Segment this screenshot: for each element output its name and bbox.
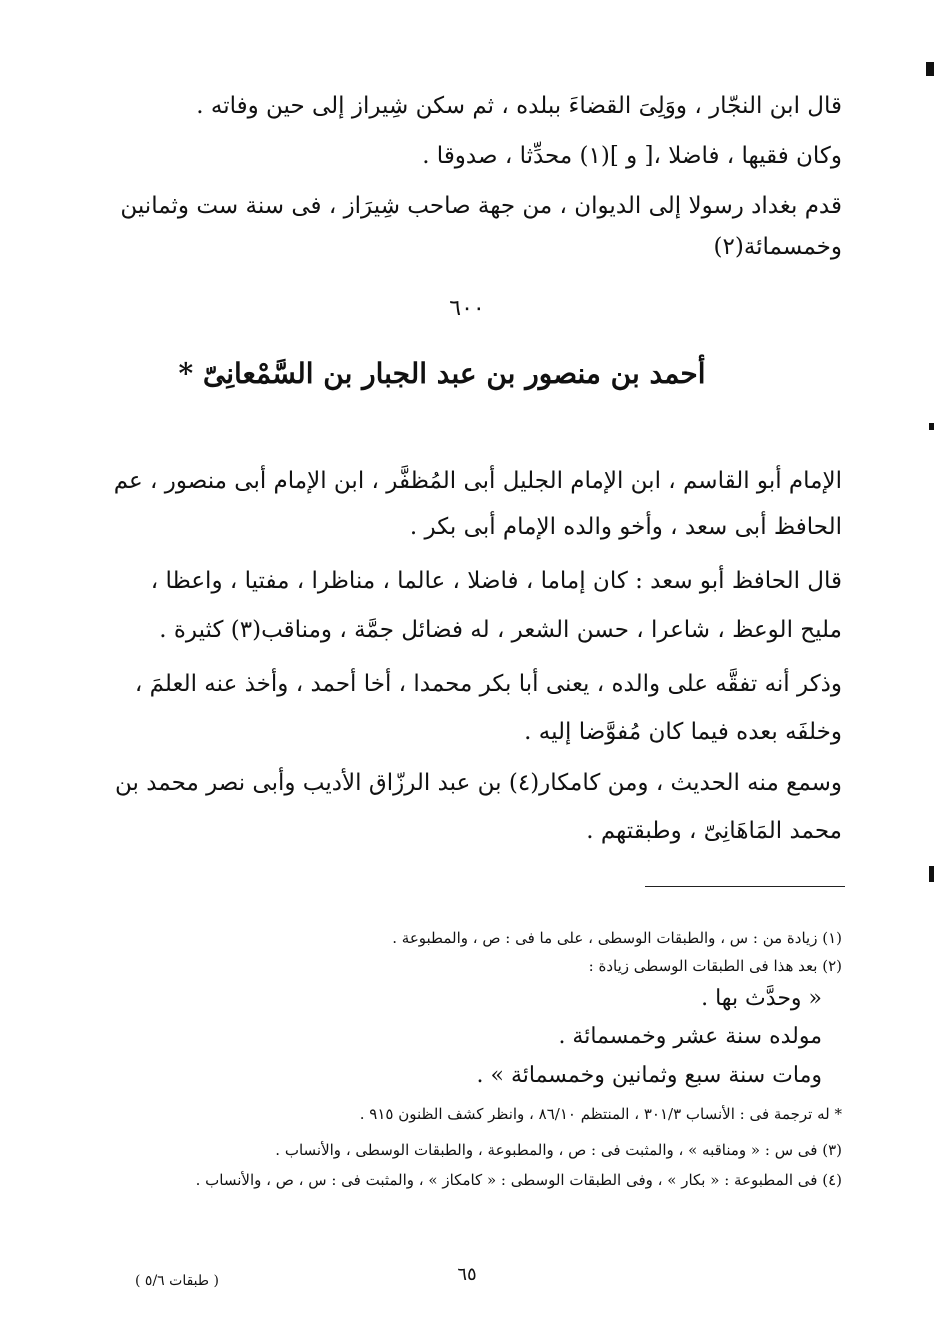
footnote-1: (١) زيادة من : س ، والطبقات الوسطى ، على ما فى : ص ، والمطبوعة . [392, 929, 842, 947]
footnote-3: (٣) فى س : « ومناقبه » ، والمثبت فى : ص ، والمطبوعة ، والطبقات الوسطى ، والأنساب . [275, 1141, 842, 1159]
page-number: ٦٥ [457, 1264, 477, 1285]
scan-edge-mark [929, 866, 934, 882]
footnote-separator [645, 886, 845, 887]
body-line-6: وخلفَه بعده فيما كان مُفوَّضا إليه . [524, 719, 842, 745]
scan-edge-mark [926, 62, 934, 76]
footnote-2-quote-3: ومات سنة سبع وثمانين وخمسمائة » . [476, 1063, 822, 1088]
body-line-4: مليح الوعظ ، شاعرا ، حسن الشعر ، له فضائل جمَّة ، ومناقب(٣) كثيرة . [159, 617, 842, 643]
entry-number: ٦٠٠ [449, 296, 485, 321]
body-line-2: الحافظ أبى سعد ، وأخو والده الإمام أبى بكر . [409, 514, 842, 540]
body-line-3: قال الحافظ أبو سعد : كان إماما ، فاضلا ، عالما ، مناظرا ، مفتيا ، واعظا ، [150, 568, 842, 594]
body-line-1: الإمام أبو القاسم ، ابن الإمام الجليل أبى المُظفَّر ، ابن الإمام أبى منصور ، عم [113, 468, 842, 494]
footnote-2-quote-1: « وحدَّث بها . [701, 986, 822, 1011]
footnote-2-quote-2: مولده سنة عشر وخمسمائة . [558, 1024, 822, 1049]
intro-line-1: قال ابن النجّار ، ووَلِىَ القضاءَ ببلده ، ثم سكن شِيراز إلى حين وفاته . [196, 93, 842, 119]
footnote-4: (٤) فى المطبوعة : « بكار » ، وفى الطبقات الوسطى : « كامكاز » ، والمثبت فى : س ، ص ، والأنساب . [195, 1171, 842, 1189]
footnote-2: (٢) بعد هذا فى الطبقات الوسطى زيادة : [588, 957, 842, 975]
intro-line-3: قدم بغداد رسولا إلى الديوان ، من جهة صاحب شِيرَاز ، فى سنة ست وثمانين [120, 193, 842, 219]
body-line-8: محمد المَاهَانِىّ ، وطبقتهم . [586, 818, 842, 844]
footnote-star: * له ترجمة فى : الأنساب ٣٠١/٣ ، المنتظم ٨٦/١٠ ، وانظر كشف الظنون ٩١٥ . [359, 1105, 842, 1123]
intro-line-2: وكان فقيها ، فاضلا ،[ و ](١) محدِّثا ، صدوقا . [422, 143, 842, 169]
signature-mark: ( طبقات ٥/٦ ) [135, 1273, 219, 1289]
entry-title: أحمد بن منصور بن عبد الجبار بن السَّمْعانِىّ * [178, 357, 706, 390]
body-line-7: وسمع منه الحديث ، ومن كامكار(٤) بن عبد الرزّاق الأديب وأبى نصر محمد بن [115, 770, 842, 796]
body-line-5: وذكر أنه تفقَّه على والده ، يعنى أبا بكر محمدا ، أخا أحمد ، وأخذ عنه العلمَ ، [134, 671, 842, 697]
intro-line-4: وخمسمائة(٢) [713, 234, 842, 260]
scan-edge-mark [929, 423, 934, 430]
